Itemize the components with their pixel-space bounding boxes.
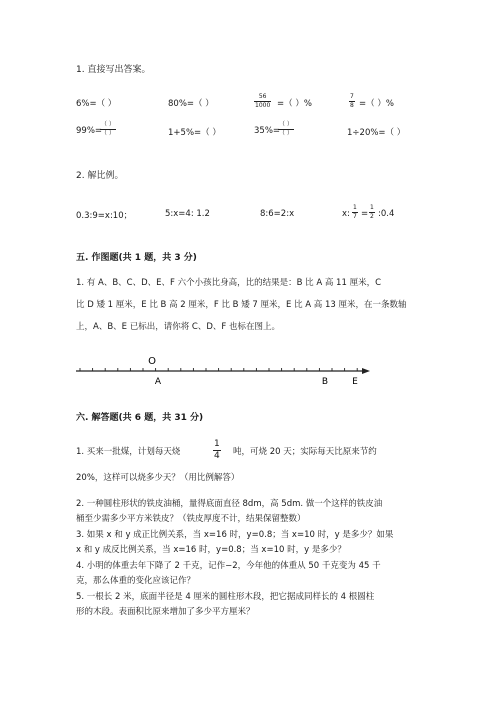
q1-item-1plus5pct: 1+5%=（ ）	[168, 128, 221, 138]
q2-proportion-4-prefix: x:	[342, 209, 350, 219]
fraction-denominator: 7	[353, 213, 357, 220]
q1-item-1div20pct: 1÷20%=（ ）	[347, 128, 406, 138]
q2-proportion-4-suffix: :0.4	[378, 209, 395, 219]
s6-q1-line2: 20%，这样可以烧多少天？（用比例解答）	[76, 473, 240, 483]
q2-fraction-1-2	[369, 205, 375, 220]
fraction-numerator: 1	[370, 204, 374, 211]
s6-q4-line1: 4. 小明的体重去年下降了 2 千克，记作−2，今年他的体重从 50 千克变为 45 千	[76, 561, 381, 571]
s6-q1-line1-pre: 1. 买来一批煤，计划每天烧	[76, 447, 181, 457]
fraction-numerator: 1	[214, 439, 220, 449]
q1-item-56-rest: =（ ）%	[277, 99, 312, 109]
fraction-numerator: 1	[353, 204, 357, 211]
q1-item-80pct: 80%=（ ）	[168, 99, 214, 109]
q2-proportion-3: 8:6=2:x	[260, 209, 295, 219]
q1-fraction-56-1000	[254, 94, 271, 109]
number-line-label-a: A	[154, 377, 162, 387]
q1-fraction-99pct	[100, 122, 116, 137]
fraction-numerator: 56	[258, 93, 267, 100]
q2-equals: =	[361, 209, 369, 219]
fraction-denominator: 4	[214, 451, 220, 461]
s6-q2-line2: 桶至少需多少平方米铁皮？（铁皮厚度不计，结果保留整数）	[76, 514, 306, 524]
fraction-numerator: 7	[350, 93, 354, 100]
fraction-numerator: （ ）	[101, 121, 115, 128]
q2-proportion-1: 0.3:9=x:10；	[76, 211, 133, 221]
fraction-denominator: 1000	[255, 102, 271, 109]
number-line	[70, 350, 380, 390]
s6-q5-line2: 形的木段。表面积比原来增加了多少平方厘米？	[76, 607, 255, 617]
fraction-denominator: 8	[350, 102, 354, 109]
number-line-origin-label: O	[148, 356, 156, 367]
fraction-numerator: （ ）	[279, 121, 293, 128]
q2-proportion-2: 5:x=4: 1.2	[165, 209, 210, 219]
s6-q3-line1: 3. 如果 x 和 y 成正比例关系，当 x=16 时，y=0.8；当 x=10 时，y 是多少？如果	[76, 530, 394, 540]
q1-fraction-35pct	[278, 122, 294, 137]
q1-fraction-7-8	[349, 94, 355, 109]
q1-item-35pct-prefix: 35%=	[254, 126, 281, 136]
number-line-label-b: B	[321, 377, 329, 387]
fraction-denominator: （ ）	[101, 130, 115, 137]
fraction-denominator: （ ）	[279, 130, 293, 137]
q1-title: 1. 直接写出答案。	[76, 65, 151, 75]
s6-q1-fraction-1-4	[213, 440, 221, 461]
q2-fraction-1-7	[352, 205, 358, 220]
q1-item-6pct: 6%=（ ）	[76, 99, 117, 109]
section5-heading: 五. 作图题(共 1 题，共 3 分)	[76, 253, 197, 263]
s6-q1-line1-post: 吨，可烧 20 天；实际每天比原来节约	[233, 447, 377, 457]
s6-q4-line2: 克，那么体重的变化应该记作？	[76, 576, 196, 586]
number-line-arrow-icon	[362, 368, 370, 374]
section5-para-line1: 1. 有 A、B、C、D、E、F 六个小孩比身高，比的结果是：B 比 A 高 11 厘米，C	[76, 278, 382, 288]
q1-item-99pct-prefix: 99%=	[76, 126, 103, 136]
q2-title: 2. 解比例。	[76, 171, 124, 181]
s6-q5-line1: 5. 一根长 2 米，底面半径是 4 厘米的圆柱形木段，把它据成同样长的 4 根圆柱	[76, 592, 375, 602]
s6-q2-line1: 2. 一种圆柱形状的铁皮油桶，量得底面直径 8dm，高 5dm. 做一个这样的铁皮油	[76, 499, 383, 509]
section5-para-line2: 比 D 矮 1 厘米，E 比 B 高 2 厘米，F 比 B 矮 7 厘米，E 比 A 高 13 厘米，在一条数轴	[76, 300, 407, 310]
q1-item-7-8-rest: =（ ）%	[359, 99, 394, 109]
fraction-denominator: 2	[370, 213, 374, 220]
number-line-label-e: E	[352, 377, 358, 387]
section5-para-line3: 上，A、B、E 已标出，请你将 C、D、F 也标在图上。	[76, 322, 280, 332]
section6-heading: 六. 解答题(共 6 题，共 31 分)	[76, 413, 204, 423]
s6-q3-line2: x 和 y 成反比例关系，当 x=16 时，y=0.8；当 x=10 时，y 是多少？	[76, 545, 346, 555]
